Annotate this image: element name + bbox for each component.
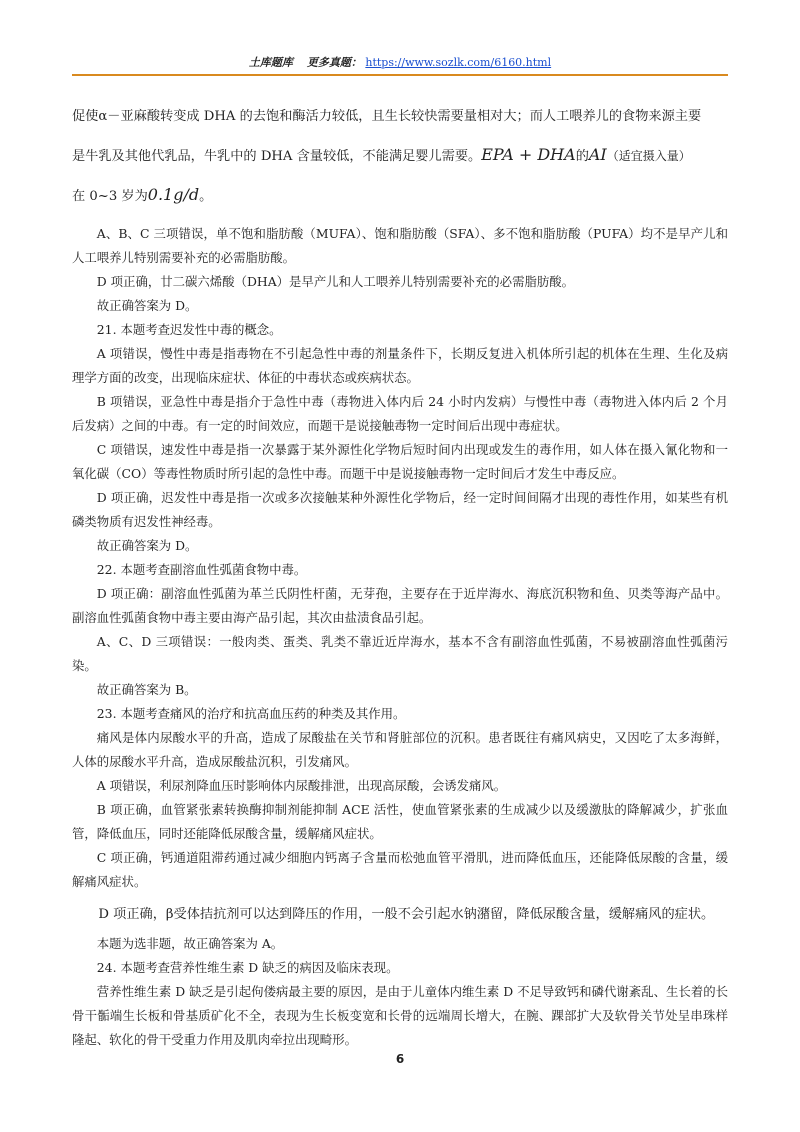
paragraph: A 项错误，慢性中毒是指毒物在不引起急性中毒的剂量条件下，长期反复进入机体所引起的机体在生理、生化及病理学方面的改变，出现临床症状、体征的中毒状态或疾病状态。 xyxy=(72,346,728,385)
page-header xyxy=(72,54,728,76)
paragraph: B 项正确，血管紧张素转换酶抑制剂能抑制 ACE 活性，使血管紧张素的生成减少以及缓激肽的降解减少，扩张血管，降低血压，同时还能降低尿酸含量，缓解痛风症状。 xyxy=(72,802,728,841)
header-more-label: 更多真题： xyxy=(306,56,362,69)
lead-line-2b: 的 xyxy=(575,149,589,164)
lead-line-1: 促使α－亚麻酸转变成 DHA 的去饱和酶活力较低，且生长较快需要量相对大；而人工喂养儿的食物来源主要 xyxy=(72,109,702,124)
tail-paragraph: 24. 本题考查营养性维生素 D 缺乏的病因及临床表现。 xyxy=(96,960,399,975)
paragraph-d23: D 项正确，β受体拮抗剂可以达到降压的作用，一般不会引起水钠潴留，降低尿酸含量，缓解痛风的症状。 xyxy=(98,907,715,922)
lead-line-2 xyxy=(72,136,728,176)
page-number: 6 xyxy=(395,1052,405,1066)
paragraph: 23. 本题考查痛风的治疗和抗高血压药的种类及其作用。 xyxy=(96,706,406,721)
lead-line-3a: 在 0~3 岁为 xyxy=(72,189,148,204)
paragraph: 故正确答案为 D。 xyxy=(96,538,198,553)
paragraph: 22. 本题考查副溶血性弧菌食物中毒。 xyxy=(96,562,307,577)
header-site-label: 土库题库 xyxy=(248,56,293,69)
paragraph: 故正确答案为 B。 xyxy=(96,682,197,697)
tail-paragraph: 本题为选非题，故正确答案为 A。 xyxy=(96,936,284,951)
paragraph: D 项正确，廿二碳六烯酸（DHA）是早产儿和人工喂养儿特别需要补充的必需脂肪酸。 xyxy=(96,274,575,289)
paragraph: 故正确答案为 D。 xyxy=(96,298,198,313)
math-dose: 0.1g/d xyxy=(147,185,200,204)
paragraph: 21. 本题考查迟发性中毒的概念。 xyxy=(96,322,282,337)
header-divider xyxy=(72,74,728,76)
paragraph: C 项正确，钙通道阻滞药通过减少细胞内钙离子含量而松弛血管平滑肌，进而降低血压，还能降低尿酸的含量，缓解痛风症状。 xyxy=(72,850,728,889)
paragraph: D 项正确，迟发性中毒是指一次或多次接触某种外源性化学物后，经一定时间间隔才出现的毒性作用，如某些有机磷类物质有迟发性神经毒。 xyxy=(72,490,728,529)
paragraph: D 项正确：副溶血性弧菌为革兰氏阴性杆菌，无芽孢，主要存在于近岸海水、海底沉积物和鱼、贝类等海产品中。副溶血性弧菌食物中毒主要由海产品引起，其次由盐渍食品引起。 xyxy=(72,586,728,625)
paragraph: C 项错误，速发性中毒是指一次暴露于某外源性化学物后短时间内出现或发生的毒作用，如人体在摄入氰化物和一氧化碳（CO）等毒性物质时所引起的急性中毒。而题干中是说接触毒物一定时间后才发生中毒反应。 xyxy=(72,442,728,481)
paragraph: A、B、C 三项错误，单不饱和脂肪酸（MUFA）、饱和脂肪酸（SFA）、多不饱和脂肪酸（PUFA）均不是早产儿和人工喂养儿特别需要补充的必需脂肪酸。 xyxy=(72,226,728,265)
tail-paragraph-list xyxy=(72,932,728,1052)
page-body xyxy=(72,98,728,1052)
paragraph-list xyxy=(72,222,728,894)
paragraph: B 项错误，亚急性中毒是指介于急性中毒（毒物进入体内后 24 小时内发病）与慢性中毒（毒物进入体内后 2 个月后发病）之间的中毒。有一定的时间效应，而题干是说接触毒物一定时间后出现中毒症状。 xyxy=(72,394,728,433)
header-url-link[interactable]: https://www.sozlk.com/6160.html xyxy=(365,56,552,69)
lead-line-3 xyxy=(72,176,728,216)
lead-line-2c: （适宜摄入量） xyxy=(606,149,691,163)
math-epa-dha: EPA + DHA xyxy=(481,145,576,164)
paragraph: 痛风是体内尿酸水平的升高，造成了尿酸盐在关节和肾脏部位的沉积。患者既往有痛风病史，又因吃了太多海鲜，人体的尿酸水平升高，造成尿酸盐沉积，引发痛风。 xyxy=(72,730,728,769)
lead-line-2a: 是牛乳及其他代乳品，牛乳中的 DHA 含量较低，不能满足婴儿需要。 xyxy=(72,149,482,164)
paragraph: A 项错误，利尿剂降血压时影响体内尿酸排泄，出现高尿酸，会诱发痛风。 xyxy=(96,778,507,793)
lead-line-3b: 。 xyxy=(199,189,213,204)
tail-paragraph: 营养性维生素 D 缺乏是引起佝偻病最主要的原因，是由于儿童体内维生素 D 不足导致钙和磷代谢紊乱、生长着的长骨干骺端生长板和骨基质矿化不全，表现为生长板变宽和长骨的远端周长增大，在腕、踝部扩大及软骨关节处呈串珠样隆起、软化的骨干受重力作用及肌肉牵拉出现畸形。 xyxy=(72,984,728,1047)
math-ai: AI xyxy=(588,145,607,164)
paragraph: A、C、D 三项错误：一般肉类、蛋类、乳类不靠近近岸海水，基本不含有副溶血性弧菌，不易被副溶血性弧菌污染。 xyxy=(72,634,728,673)
